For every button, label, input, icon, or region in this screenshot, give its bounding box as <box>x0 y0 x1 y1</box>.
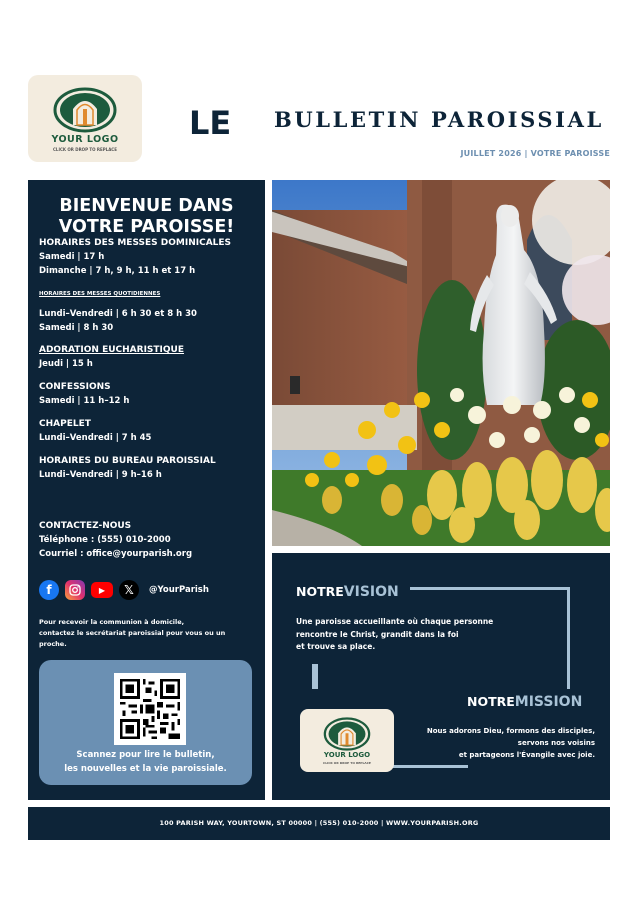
vision-line: et trouve sa place. <box>296 642 376 651</box>
qr-caption-line: les nouvelles et la vie paroissiale. <box>64 764 227 774</box>
statue-garden-photo <box>272 180 610 546</box>
adoration-line: Jeudi | 15 h <box>39 359 93 369</box>
vision-text <box>296 616 493 654</box>
mission-divider <box>390 765 468 768</box>
mission-heading-b: MISSION <box>514 694 583 710</box>
mission-line: Nous adorons Dieu, formons des disciples, <box>426 727 595 735</box>
social-links <box>39 580 209 600</box>
vision-heading <box>296 584 399 600</box>
schedule-panel <box>28 180 265 800</box>
issue-subtitle: JUILLET 2026 | VOTRE PAROISSE <box>460 149 610 158</box>
daily-mass-line: Samedi | 8 h 30 <box>39 323 114 333</box>
contact-email[interactable]: Courriel : office@yourparish.org <box>39 549 193 559</box>
confessions-heading: CONFESSIONS <box>39 382 111 392</box>
mission-heading <box>467 694 582 710</box>
welcome-line-2: VOTRE PAROISSE! <box>58 217 235 237</box>
mission-text <box>427 725 595 761</box>
instagram-icon[interactable] <box>65 580 85 600</box>
mission-heading-a: NOTRE <box>467 694 515 709</box>
x-icon[interactable]: 𝕏 <box>119 580 139 600</box>
vision-divider-vertical <box>567 587 570 689</box>
logo-subtext: CLICK OR DROP TO REPLACE <box>53 147 117 152</box>
contact-heading: CONTACTEZ-NOUS <box>39 521 132 531</box>
logo-placeholder[interactable] <box>28 75 142 162</box>
footer-address: 100 PARISH WAY, YOURTOWN, ST 00000 | (555) 010-2000 | WWW.YOURPARISH.ORG <box>28 807 610 840</box>
office-hours-line: Lundi–Vendredi | 9 h–16 h <box>39 470 162 480</box>
communion-line: Pour recevoir la communion à domicile, <box>39 618 185 626</box>
contact-phone[interactable]: Téléphone : (555) 010-2000 <box>39 535 171 545</box>
facebook-icon[interactable]: f <box>39 580 59 600</box>
social-handle[interactable]: @YourParish <box>149 585 209 595</box>
communion-line: contactez le secrétariat paroissial pour vous ou un <box>39 629 226 637</box>
vision-divider <box>410 587 570 590</box>
vision-heading-b: VISION <box>343 584 399 600</box>
sunday-mass-line: Dimanche | 7 h, 9 h, 11 h et 17 h <box>39 266 196 276</box>
confessions-section <box>39 380 129 408</box>
mission-line: servons nos voisins <box>517 739 595 747</box>
sunday-mass-heading: HORAIRES DES MESSES DOMINICALES <box>39 238 232 248</box>
communion-line: proche. <box>39 640 67 648</box>
page-title: BULLETIN PAROISSIAL <box>274 107 604 132</box>
mission-line: et partageons l'Évangile avec joie. <box>458 751 595 759</box>
logo-subtext: CLICK OR DROP TO REPLACE <box>323 761 371 765</box>
welcome-heading <box>28 196 265 238</box>
office-hours-section <box>39 454 216 482</box>
youtube-icon[interactable]: ▶ <box>91 582 113 598</box>
contact-section <box>39 519 192 561</box>
logo-text: YOUR LOGO <box>51 134 119 145</box>
logo-arch-icon <box>53 87 117 133</box>
welcome-line-1: BIENVENUE DANS <box>59 196 234 216</box>
qr-code-icon[interactable] <box>114 673 186 745</box>
communion-note <box>39 617 254 650</box>
vision-heading-a: NOTRE <box>296 584 344 599</box>
logo-placeholder-small[interactable] <box>300 709 394 772</box>
rosary-heading: CHAPELET <box>39 419 91 429</box>
logo-text: YOUR LOGO <box>323 751 371 759</box>
qr-caption <box>39 748 252 776</box>
vision-mission-panel <box>272 553 610 800</box>
qr-card <box>39 660 252 785</box>
confessions-line: Samedi | 11 h–12 h <box>39 396 130 406</box>
rosary-line: Lundi–Vendredi | 7 h 45 <box>39 433 152 443</box>
adoration-section <box>39 343 184 371</box>
logo-arch-icon <box>321 717 373 751</box>
title-le: LE <box>189 104 232 142</box>
sunday-mass-line: Samedi | 17 h <box>39 252 105 262</box>
qr-caption-line: Scannez pour lire le bulletin, <box>76 750 215 760</box>
accent-bar <box>312 664 318 689</box>
rosary-section <box>39 417 151 445</box>
office-hours-heading: HORAIRES DU BUREAU PAROISSIAL <box>39 456 216 466</box>
vision-line: rencontre le Christ, grandit dans la foi <box>296 629 459 639</box>
sunday-mass-section <box>39 236 231 278</box>
adoration-heading: ADORATION EUCHARISTIQUE <box>39 345 185 355</box>
daily-mass-line: Lundi–Vendredi | 6 h 30 et 8 h 30 <box>39 309 197 319</box>
daily-mass-heading: HORAIRES DES MESSES QUOTIDIENNES <box>39 291 161 297</box>
vision-line: Une paroisse accueillante où chaque personne <box>296 617 494 626</box>
daily-mass-section <box>39 287 197 335</box>
